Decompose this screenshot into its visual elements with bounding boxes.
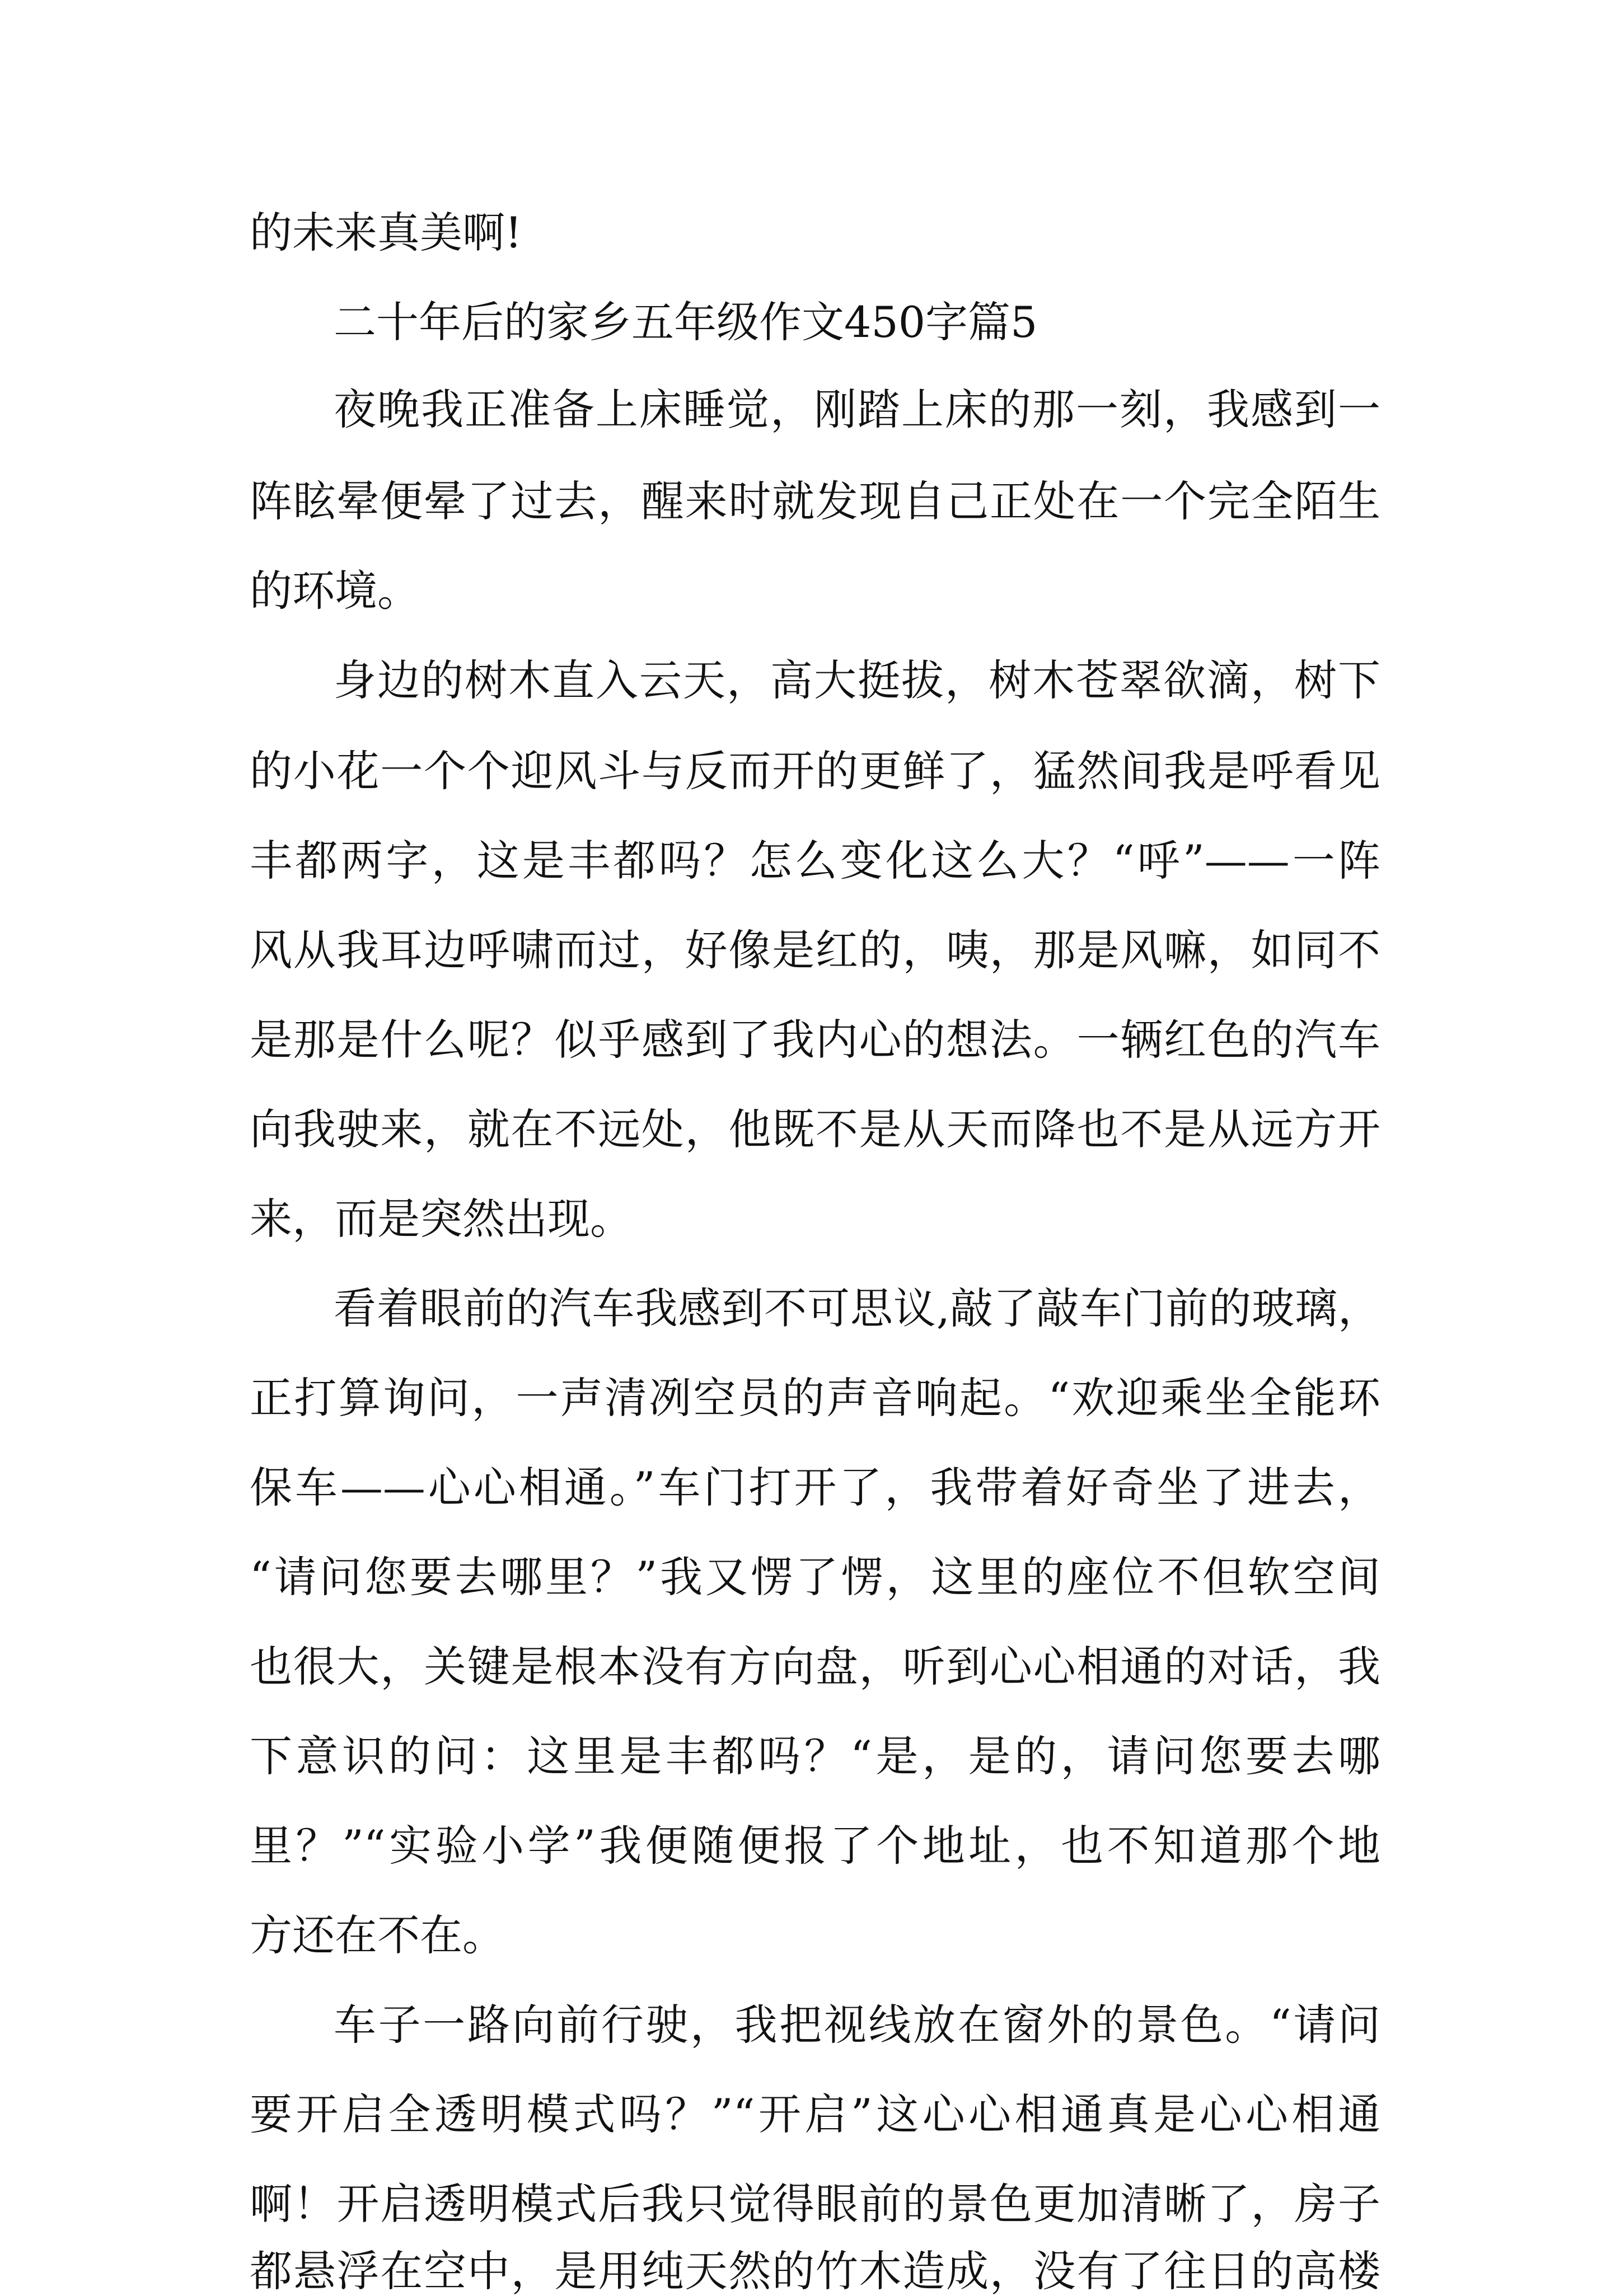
section-heading: 二十年后的家乡五年级作文450字篇5 bbox=[334, 297, 1038, 347]
paragraph-line: 是那是什么呢？似乎感到了我内心的想法。一辆红色的汽车 bbox=[250, 1015, 1380, 1065]
paragraph-line: 也很大，关键是根本没有方向盘，听到心心相通的对话，我 bbox=[250, 1642, 1380, 1691]
paragraph-line: 身边的树木直入云天，高大挺拔，树木苍翠欲滴，树下 bbox=[334, 655, 1380, 705]
paragraph-line: 的环境。 bbox=[250, 566, 420, 616]
text-line: 的未来真美啊! bbox=[250, 208, 522, 257]
paragraph-line: 风从我耳边呼啸而过，好像是红的，咦，那是风嘛，如同不 bbox=[250, 925, 1380, 975]
paragraph-line: 看着眼前的汽车我感到不可思议,敲了敲车门前的玻璃， bbox=[334, 1283, 1380, 1333]
paragraph-line: 要开启全透明模式吗？”“开启”这心心相通真是心心相通 bbox=[250, 2089, 1380, 2139]
paragraph-line: 方还在不在。 bbox=[250, 1910, 505, 1960]
paragraph-line: 里？”“实验小学”我便随便报了个地址，也不知道那个地 bbox=[250, 1821, 1380, 1871]
paragraph-line: 向我驶来，就在不远处，他既不是从天而降也不是从远方开 bbox=[250, 1104, 1380, 1154]
paragraph-line: 都悬浮在空中，是用纯天然的竹木造成，没有了往日的高楼 bbox=[250, 2246, 1380, 2296]
paragraph-line: 啊！开启透明模式后我只觉得眼前的景色更加清晰了，房子 bbox=[250, 2179, 1380, 2229]
paragraph-line: 来，而是突然出现。 bbox=[250, 1194, 633, 1244]
paragraph-line: 下意识的问：这里是丰都吗？“是，是的，请问您要去哪 bbox=[250, 1731, 1380, 1781]
paragraph-line: 阵眩晕便晕了过去，醒来时就发现自己正处在一个完全陌生 bbox=[250, 476, 1380, 526]
paragraph-line: 车子一路向前行驶，我把视线放在窗外的景色。“请问 bbox=[334, 2000, 1380, 2050]
paragraph-line: 夜晚我正准备上床睡觉，刚踏上床的那一刻，我感到一 bbox=[334, 385, 1380, 434]
paragraph-line: 丰都两字，这是丰都吗？怎么变化这么大？“呼”——一阵 bbox=[250, 836, 1380, 885]
paragraph-line: 正打算询问，一声清冽空员的声音响起。“欢迎乘坐全能环 bbox=[250, 1373, 1380, 1423]
paragraph-line: 的小花一个个迎风斗与反而开的更鲜了，猛然间我是呼看见 bbox=[250, 746, 1380, 796]
paragraph-line: “请问您要去哪里？”我又愣了愣，这里的座位不但软空间 bbox=[250, 1552, 1380, 1602]
paragraph-line: 保车——心心相通。”车门打开了，我带着好奇坐了进去， bbox=[250, 1463, 1380, 1512]
